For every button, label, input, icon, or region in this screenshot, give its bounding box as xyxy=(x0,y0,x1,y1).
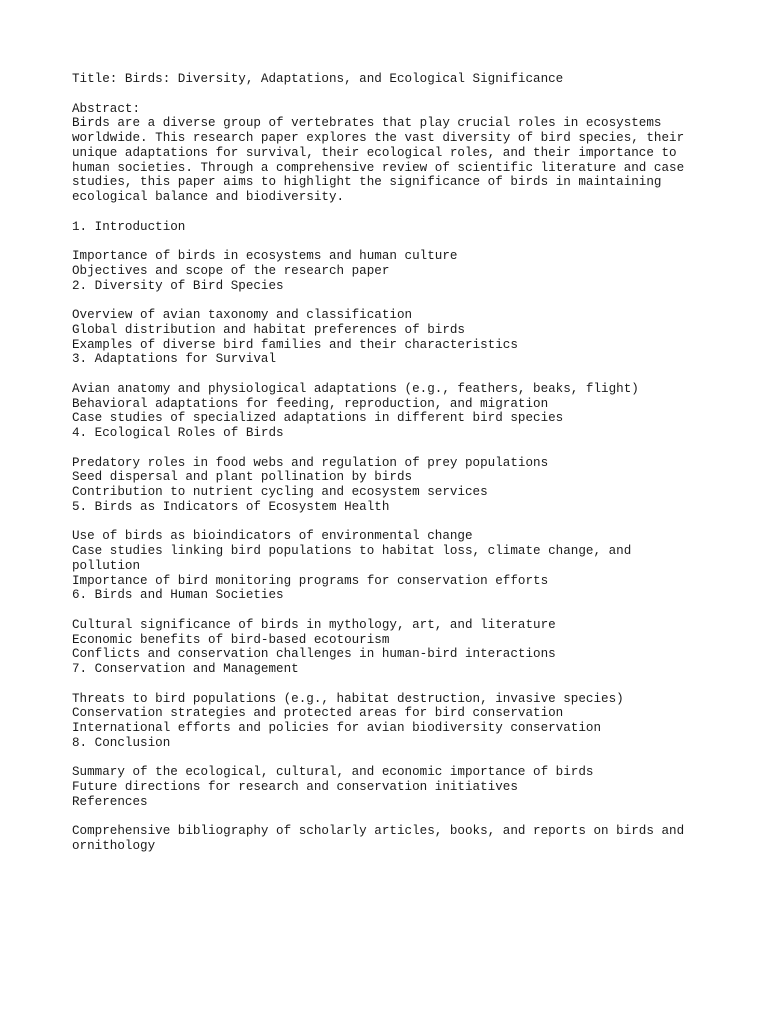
outline-line: References xyxy=(72,794,148,809)
outline-line: 4. Ecological Roles of Birds xyxy=(72,426,284,440)
outline-line: Economic benefits of bird-based ecotourism xyxy=(72,632,390,647)
outline-line: 8. Conclusion xyxy=(72,735,171,750)
abstract-line: unique adaptations for survival, their ecological roles, and their importance to xyxy=(72,145,677,160)
outline-line: Case studies of specialized adaptations in different bird species xyxy=(72,411,564,426)
section-heading: 1. Introduction xyxy=(72,219,186,234)
outline-line: 2. Diversity of Bird Species xyxy=(72,278,284,293)
document-page xyxy=(72,72,712,854)
outline-group xyxy=(72,456,712,515)
outline-group xyxy=(72,692,712,751)
outline-line: Contribution to nutrient cycling and ecosystem services xyxy=(72,485,488,499)
outline-line: Overview of avian taxonomy and classification xyxy=(72,308,413,322)
spacer xyxy=(72,441,712,456)
outline-group xyxy=(72,824,712,854)
spacer xyxy=(72,205,712,220)
outline-line: Global distribution and habitat preferences of birds xyxy=(72,322,465,337)
outline-line: Case studies linking bird populations to habitat loss, climate change, and xyxy=(72,544,632,558)
spacer xyxy=(72,293,712,308)
outline-group xyxy=(72,618,712,677)
outline-line: Summary of the ecological, cultural, and economic importance of birds xyxy=(72,765,594,780)
abstract-heading: Abstract: xyxy=(72,101,141,116)
abstract-section xyxy=(72,102,712,205)
outline-line: Importance of bird monitoring programs for conservation efforts xyxy=(72,573,549,588)
spacer xyxy=(72,515,712,530)
abstract-line: Birds are a diverse group of vertebrates that play crucial roles in ecosystems xyxy=(72,116,662,131)
outline-line: pollution xyxy=(72,558,141,573)
spacer xyxy=(72,367,712,382)
outline-line: 5. Birds as Indicators of Ecosystem Health xyxy=(72,499,390,514)
spacer xyxy=(72,603,712,618)
outline-line: 7. Conservation and Management xyxy=(72,662,299,676)
section-introduction xyxy=(72,220,712,235)
outline-line: ornithology xyxy=(72,839,156,853)
outline-group xyxy=(72,382,712,441)
spacer xyxy=(72,234,712,249)
abstract-line: studies, this paper aims to highlight the significance of birds in maintaining xyxy=(72,175,662,190)
outline-group xyxy=(72,765,712,809)
spacer xyxy=(72,810,712,825)
abstract-line: worldwide. This research paper explores the vast diversity of bird species, their xyxy=(72,131,685,145)
spacer xyxy=(72,677,712,692)
outline-line: Objectives and scope of the research paper xyxy=(72,263,390,278)
document-title: Title: Birds: Diversity, Adaptations, and Ecological Significance xyxy=(72,72,564,86)
outline-line: Avian anatomy and physiological adaptations (e.g., feathers, beaks, flight) xyxy=(72,381,639,396)
outline-line: Future directions for research and conservation initiatives xyxy=(72,780,518,794)
outline-group xyxy=(72,249,712,293)
outline-line: International efforts and policies for avian biodiversity conservation xyxy=(72,721,602,735)
outline-line: Importance of birds in ecosystems and human culture xyxy=(72,249,458,263)
outline-line: Predatory roles in food webs and regulation of prey populations xyxy=(72,455,549,470)
spacer xyxy=(72,751,712,766)
outline-group xyxy=(72,529,712,603)
outline-line: Examples of diverse bird families and their characteristics xyxy=(72,337,518,352)
outline-line: Comprehensive bibliography of scholarly articles, books, and reports on birds and xyxy=(72,824,685,839)
abstract-line: human societies. Through a comprehensive review of scientific literature and case xyxy=(72,160,685,175)
outline-line: Conservation strategies and protected areas for bird conservation xyxy=(72,706,564,721)
outline-line: Use of birds as bioindicators of environmental change xyxy=(72,529,473,544)
outline-line: Threats to bird populations (e.g., habitat destruction, invasive species) xyxy=(72,691,624,706)
spacer xyxy=(72,87,712,102)
outline-line: 3. Adaptations for Survival xyxy=(72,352,277,367)
outline-line: Behavioral adaptations for feeding, reproduction, and migration xyxy=(72,396,549,411)
outline-line: Seed dispersal and plant pollination by birds xyxy=(72,470,413,485)
outline-line: Conflicts and conservation challenges in human-bird interactions xyxy=(72,647,556,662)
outline-line: Cultural significance of birds in mythology, art, and literature xyxy=(72,617,556,632)
outline-line: 6. Birds and Human Societies xyxy=(72,588,284,603)
abstract-line: ecological balance and biodiversity. xyxy=(72,190,345,204)
outline-group xyxy=(72,308,712,367)
